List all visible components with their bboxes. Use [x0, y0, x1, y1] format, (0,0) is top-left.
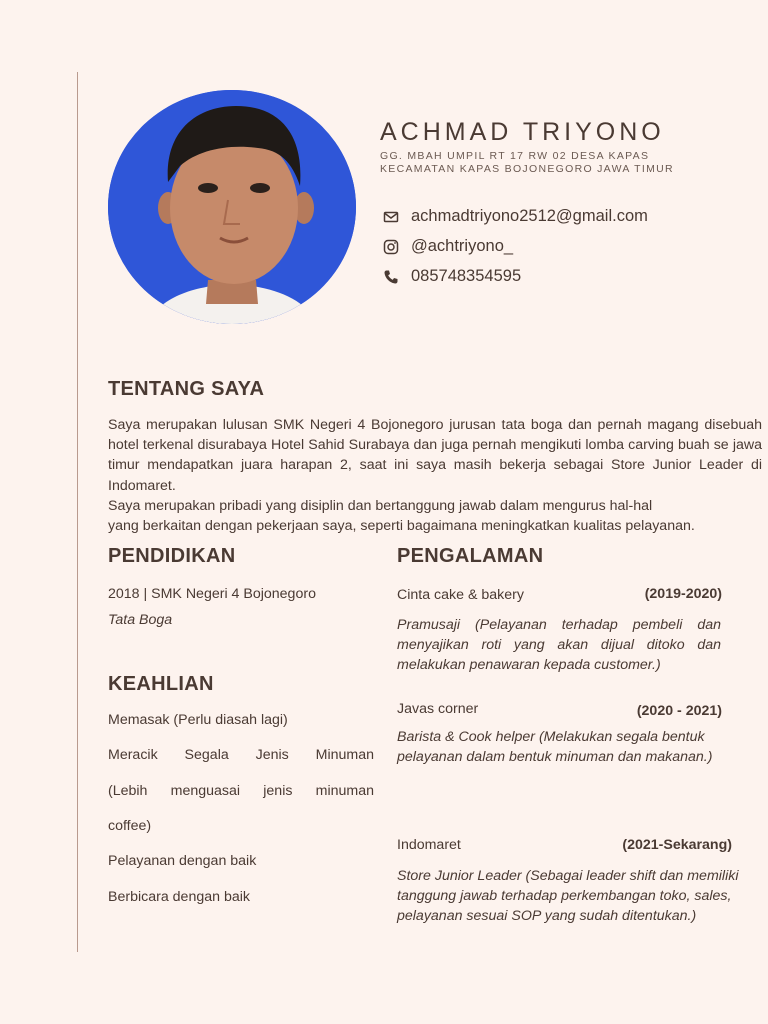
address-line-1: GG. MBAH UMPIL RT 17 RW 02 DESA KAPAS — [380, 150, 650, 162]
instagram-text: @achtriyono_ — [411, 237, 514, 255]
job-1-company: Cinta cake & bakery — [397, 587, 524, 603]
job-1-description: Pramusaji (Pelayanan terhadap pembeli dan menyajikan roti yang akan dijual ditoko dan melakukan penawaran kepada customer.) — [397, 617, 721, 674]
skills-heading: KEAHLIAN — [108, 673, 214, 695]
instagram-contact[interactable] — [383, 237, 513, 256]
phone-text: 085748354595 — [411, 267, 522, 285]
about-paragraph-2-line-1: Saya merupakan pribadi yang disiplin dan bertanggung jawab dalam mengurus hal-hal — [108, 497, 653, 514]
mail-icon — [383, 209, 399, 225]
job-3-company: Indomaret — [397, 837, 461, 853]
email-text: achmadtriyono2512@gmail.com — [411, 207, 648, 225]
instagram-icon — [383, 239, 399, 255]
experience-heading: PENGALAMAN — [397, 545, 544, 567]
address — [380, 150, 720, 176]
skill-item-3: Pelayanan dengan baik — [108, 853, 257, 869]
skill-item-2-line-3: coffee) — [108, 818, 152, 834]
job-2-description: Barista & Cook helper (Melakukan segala bentuk pelayanan dalam bentuk minuman dan makanan.) — [397, 729, 713, 766]
email-contact[interactable] — [383, 207, 648, 226]
skill-item-4: Berbicara dengan baik — [108, 889, 250, 905]
phone-icon — [383, 269, 399, 285]
left-divider-line — [77, 72, 78, 952]
education-major: Tata Boga — [108, 612, 173, 628]
phone-contact[interactable] — [383, 267, 521, 286]
about-text — [108, 415, 762, 536]
about-paragraph-1: Saya merupakan lulusan SMK Negeri 4 Bojonegoro jurusan tata boga dan pernah magang disebuah hotel terkenal disurabaya Hotel Sahid Surabaya dan juga pernah mengikuti lomba carving buah se jawa timur mendapatkan juara harapan 2, saat ini saya masih bekerja sebagai Store Junior Leader di Indomaret. — [108, 417, 762, 494]
address-line-2: KECAMATAN KAPAS BOJONEGORO JAWA TIMUR — [380, 163, 674, 175]
skill-item-1: Memasak (Perlu diasah lagi) — [108, 712, 288, 728]
about-paragraph-2-line-2: yang berkaitan dengan pekerjaan saya, seperti bagaimana meningkatkan kualitas pelayanan. — [108, 518, 695, 535]
job-3-description: Store Junior Leader (Sebagai leader shift dan memiliki tanggung jawab terhadap perkembangan toko, sales, pelayanan sesuai SOP yang sudah ditentukan.) — [397, 868, 739, 925]
skill-item-2-line-1: Meracik Segala Jenis Minuman — [108, 747, 374, 763]
person-portrait — [108, 90, 356, 324]
job-1-years: (2019-2020) — [644, 586, 722, 602]
job-2-years: (2020 - 2021) — [636, 703, 722, 719]
job-2-company: Javas corner — [397, 701, 479, 717]
education-heading: PENDIDIKAN — [108, 545, 236, 567]
profile-photo — [108, 90, 356, 324]
education-entry: 2018 | SMK Negeri 4 Bojonegoro — [108, 586, 316, 602]
person-name: ACHMAD TRIYONO — [380, 118, 665, 146]
about-heading: TENTANG SAYA — [108, 378, 265, 400]
skill-item-2-line-2: (Lebih menguasai jenis minuman — [108, 783, 374, 799]
job-3-years: (2021-Sekarang) — [622, 837, 732, 853]
